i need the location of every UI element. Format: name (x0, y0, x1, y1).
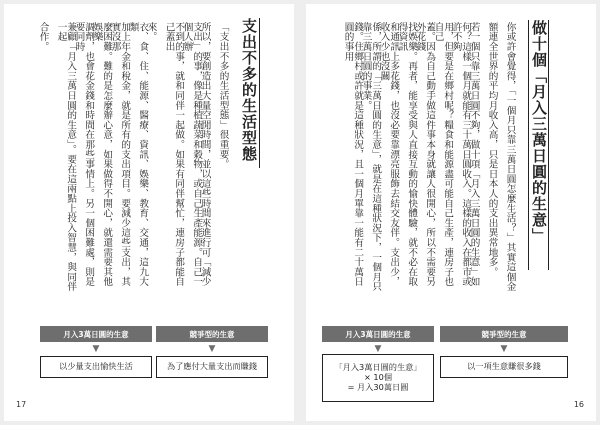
diagram-box-line: = 月入30萬日圓 (347, 381, 409, 392)
arrow-down-icon: ▼ (500, 344, 508, 354)
body-column: 你或許會覺得，「一個月只靠三萬日圓怎麼生活？」其實這個金 (504, 22, 516, 292)
body-column: 來。 (145, 22, 157, 42)
body-column: 調劑，也會花金錢和時間在那些事情上。另一個困難處，則是要同時 (73, 22, 95, 287)
body-column: 衣、食、住、能源、醫療、資訊、娛樂、教育、交通，這九大類 (127, 22, 149, 287)
body-column: 加上年金和稅金，就是所有的支出項目。要減少這些支出，其實沒那 (109, 22, 131, 287)
diagram-box-3man (322, 354, 434, 402)
body-column: 不到的事，就和同伴一起做。如果有同伴幫忙，連房子都能自己蓋出 (163, 22, 185, 287)
diagram-box-3man (40, 356, 152, 378)
arrow-down-icon: ▼ (208, 344, 216, 354)
body-column: 蓋。因為自己動手做這件事本身就讓人很開心，所以不需要另外花錢 (414, 22, 436, 287)
chapter-title: 做十個「月入三萬日圓的生意」 (528, 20, 549, 270)
body-column: 錢。住鄉村或許就是這種狀況，且一個月單靠一能有二十萬日圓的事用 (342, 22, 364, 287)
diagram-box-text: 以少量支出愉快生活 (59, 361, 133, 372)
diagram-box-line: × 10個 (363, 372, 393, 383)
body-column: 和通訊上多花錢，也沒必要靠漂亮服飾去結交友伴。支出少，收入少也沒關 (378, 22, 400, 287)
diagram-box-competitive (440, 356, 568, 378)
body-column: 額連全世界的平均月收入高，只是日本人的支出異常地多。 (486, 22, 498, 277)
page-number: 16 (573, 400, 584, 409)
diagram-header-3man: 月入3萬日圓的生意 (322, 326, 434, 342)
body-column: 找娛樂。再者，能享受與人直接互動的愉快體驗，就不必在取得資訊 (396, 22, 418, 287)
arrow-down-icon: ▼ (92, 344, 100, 354)
diagram-box-text: 為了應付大量支出而賺錢 (166, 361, 258, 372)
diagram-header-3man: 月入3萬日圓的生意 (40, 326, 152, 342)
left-page (4, 4, 294, 421)
body-column: 若一個只靠三萬日圓不夠，做十項「月入三萬日圓的生意」如 (468, 22, 480, 287)
right-page (306, 4, 596, 421)
diagram-box-competitive (156, 356, 268, 378)
body-column: 麼困難。難的是怎麼辦心意，如果做得不開心，就還需要其他娛樂 (91, 22, 113, 287)
diagram-box-line: 「月入3萬日圓的生意」 (334, 362, 422, 373)
body-column: 兼顧「月入三萬日圓的生意」。要在這兩點上投入智慧，與同伴一起 (55, 22, 77, 292)
diagram-header-competitive: 競爭型的生意 (440, 326, 568, 342)
body-column: 係，所謂的「三萬日圓的生意」，就是在這種狀況下，一個月只靠三萬日圓的事業。 (360, 22, 382, 292)
body-column: 何？這樣一個月就能有三十萬日圓收入。這樣的收入在都市或許不夠 (450, 22, 472, 287)
section-title: 支出不多的生活型態 (241, 18, 260, 168)
body-column: 合作。 (37, 22, 49, 52)
body-column: 支出」的事，像是種植蔬菜和穀物，或自己生產能源。自己一個人辦 (181, 22, 203, 287)
body-column: 用，但要是在鄉村呢？糧食和能源盡可能自己生產，連房子也自己 (432, 22, 454, 287)
arrow-down-icon: ▼ (374, 344, 382, 354)
diagram-box-text: 以一項生意賺很多錢 (467, 361, 541, 372)
body-column: 「支出不多的生活型態」很重要。 (217, 22, 229, 169)
diagram-header-competitive: 競爭型的生意 (156, 326, 268, 342)
body-column: 所以，要創造出大量空閒時間，並以這些時間來進行可「減少 (199, 22, 211, 287)
page-number: 17 (16, 400, 27, 409)
